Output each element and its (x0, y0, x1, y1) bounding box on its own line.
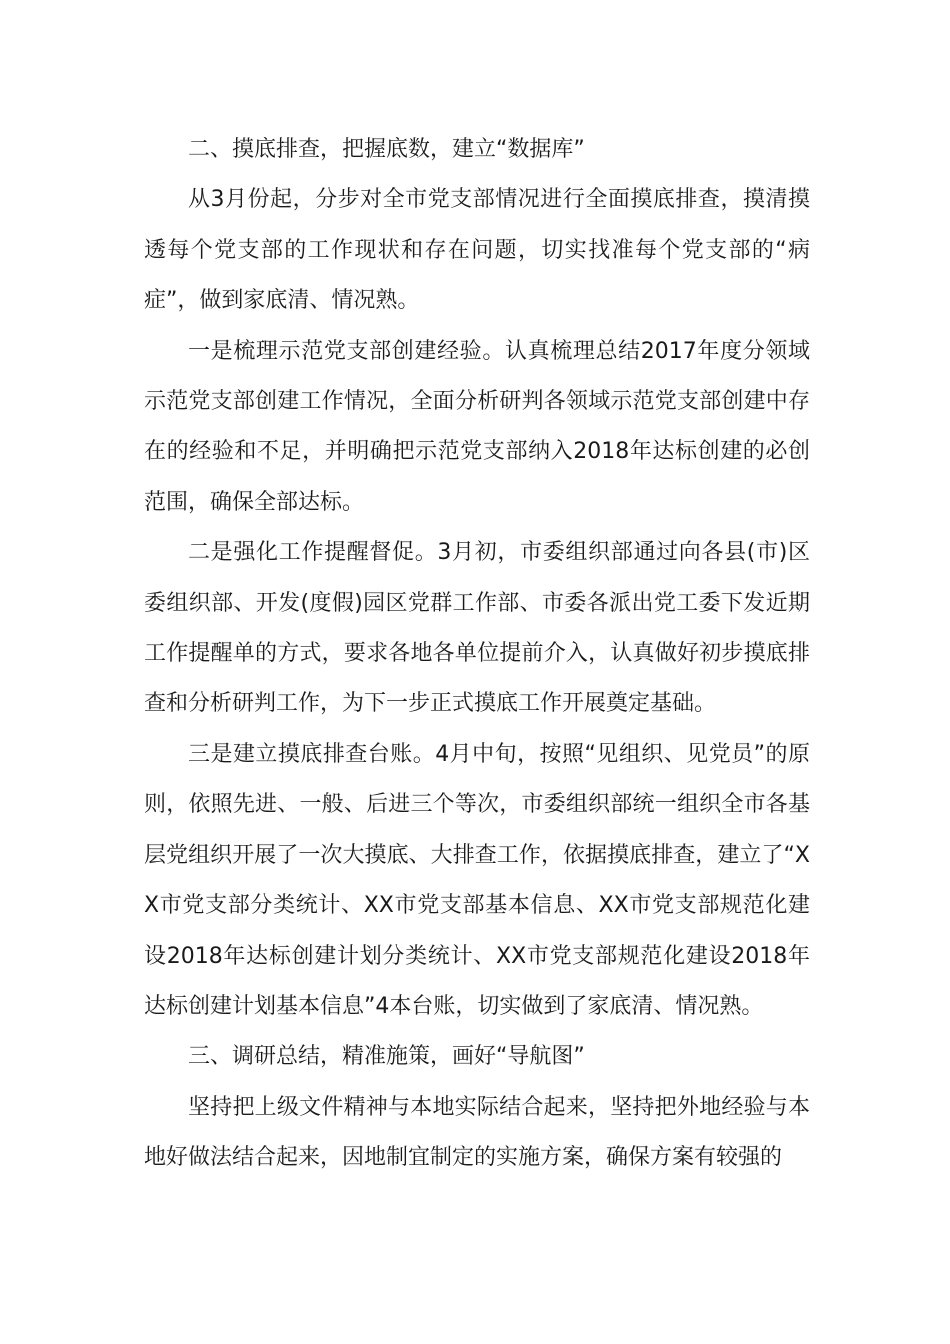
document-body (144, 125, 810, 1184)
section-heading-2: 二、摸底排查，把握底数，建立“数据库” (188, 137, 585, 162)
section-heading-3: 三、调研总结，精准施策，画好“导航图” (188, 1044, 585, 1070)
paragraph-section-3-intro: 坚持把上级文件精神与本地实际结合起来，坚持把外地经验与本地好做法结合起来，因地制宜制定的实施方案，确保方案有较强的 (144, 1094, 810, 1171)
paragraph-item-3: 三是建立摸底排查台账。4月中旬，按照“见组织、见党员”的原则，依照先进、一般、后进三个等次，市委组织部统一组织全市各基层党组织开展了一次大摸底、大排查工作，依据摸底排查，建立了“XX市党支部分类统计、XX市党支部基本信息、XX市党支部规范化建设2018年达标创建计划分类统计、XX市党支部规范化建设2018年达标创建计划基本信息”4本台账，切实做到了家底清、情况熟。 (144, 741, 810, 1019)
paragraph-intro: 从3月份起，分步对全市党支部情况进行全面摸底排查，摸清摸透每个党支部的工作现状和存在问题，切实找准每个党支部的“病症”，做到家底清、情况熟。 (144, 187, 810, 314)
paragraph-item-2: 二是强化工作提醒督促。3月初，市委组织部通过向各县(市)区委组织部、开发(度假)园区党群工作部、市委各派出党工委下发近期工作提醒单的方式，要求各地各单位提前介入，认真做好初步摸底排查和分析研判工作，为下一步正式摸底工作开展奠定基础。 (144, 540, 810, 717)
paragraph-item-1: 一是梳理示范党支部创建经验。认真梳理总结2017年度分领域示范党支部创建工作情况，全面分析研判各领域示范党支部创建中存在的经验和不足，并明确把示范党支部纳入2018年达标创建的必创范围，确保全部达标。 (144, 338, 810, 515)
